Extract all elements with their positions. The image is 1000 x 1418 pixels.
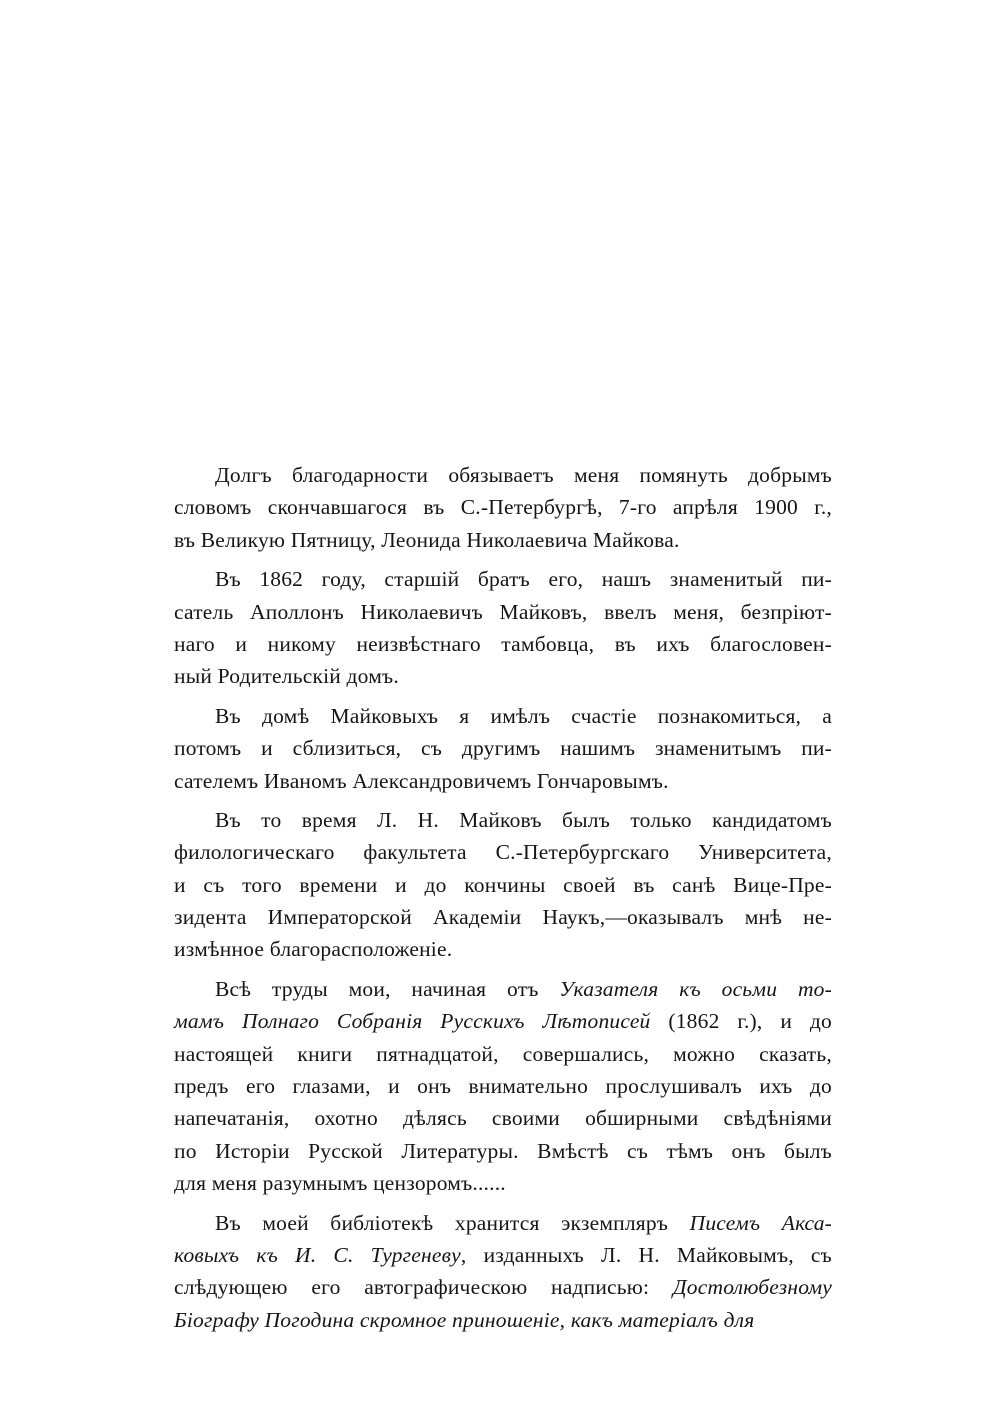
text: настоящей книги пятнадцатой, совершались, можно сказать, [174,1041,832,1066]
paragraph [174,973,832,1200]
text: въ Великую Пятницу, Леонида Николаевича Майкова. [174,527,680,552]
text: зидента Императорской Академіи Наукъ,—оказывалъ мнѣ не- [174,905,832,930]
paragraph [174,563,832,693]
text-line [174,660,832,692]
paragraph [174,1207,832,1337]
italic-text: Указателя къ осьми то- [559,976,832,1001]
text-line [174,933,832,965]
text: Долгъ благодарности обязываетъ меня помянуть добрымъ [215,463,832,487]
text-line [174,628,832,660]
text-line [174,1167,832,1199]
text-line [174,1005,832,1037]
text: по Исторіи Русской Литературы. Вмѣстѣ съ тѣмъ онъ былъ [174,1138,832,1163]
text-line [174,836,832,868]
text-line [174,1102,832,1134]
text-line [174,700,832,732]
text: Въ моей библіотекѣ хранится экземпляръ [215,1210,690,1235]
text: для меня разумнымъ цензоромъ...... [174,1171,506,1196]
text-line [174,1070,832,1102]
text: (1862 г.), и до [650,1009,832,1034]
text: и съ того времени и до кончины своей въ санѣ Вице-Пре- [174,872,832,897]
text-line [174,869,832,901]
paragraph [174,804,832,966]
text: Въ то время Л. Н. Майковъ былъ только кандидатомъ [215,807,832,832]
text: Всѣ труды мои, начиная отъ [215,976,560,1001]
text-line [174,596,832,628]
text: ный Родительскій домъ. [174,664,399,689]
italic-text: Біографу Погодина скромное приношеніе, какъ матеріалъ для [174,1307,755,1332]
text-line [174,1207,832,1239]
text: филологическаго факультета С.-Петербургскаго Университета, [174,840,832,865]
italic-text: мамъ Полнаго Собранія Русскихъ Лѣтописей [174,1009,651,1034]
paragraph [174,459,832,556]
text-line [174,459,832,491]
text-line [174,1304,832,1336]
text-line [174,901,832,933]
text: словомъ скончавшагося въ С.-Петербургѣ, 7-го апрѣля 1900 г., [174,495,832,520]
text-line [174,1239,832,1271]
text-line [174,1038,832,1070]
text: измѣнное благорасположеніе. [174,937,453,962]
text-line [174,765,832,797]
text: предъ его глазами, и онъ внимательно прослушивалъ ихъ до [174,1074,832,1099]
paragraph [174,700,832,797]
text: сателемъ Иваномъ Александровичемъ Гончаровымъ. [174,768,669,793]
text: , изданныхъ Л. Н. Майковымъ, съ [460,1242,832,1267]
text-line [174,973,832,1005]
italic-text: Достолюбезному [672,1275,832,1300]
body-text [174,459,832,1343]
text: потомъ и сблизиться, съ другимъ нашимъ знаменитымъ пи- [174,736,832,761]
text-line [174,491,832,523]
text: сатель Аполлонъ Николаевичъ Майковъ, ввелъ меня, безпріют- [174,599,832,624]
text: Въ 1862 году, старшій братъ его, нашъ знаменитый пи- [215,567,832,592]
text: наго и никому неизвѣстнаго тамбовца, въ ихъ благословен- [174,631,832,656]
italic-text: ковыхъ къ И. С. Тургеневу [174,1242,461,1267]
italic-text: Писемъ Акса- [689,1210,833,1235]
text-line [174,563,832,595]
text: слѣдующею его автографическою надписью: [174,1275,673,1300]
text-line [174,804,832,836]
text-line [174,524,832,556]
text-line [174,732,832,764]
text-line [174,1135,832,1167]
text: Въ домѣ Майковыхъ я имѣлъ счастіе познакомиться, а [215,703,832,728]
text: напечатанія, охотно дѣлясь своими обширными свѣдѣніями [174,1106,832,1131]
text-line [174,1271,832,1303]
